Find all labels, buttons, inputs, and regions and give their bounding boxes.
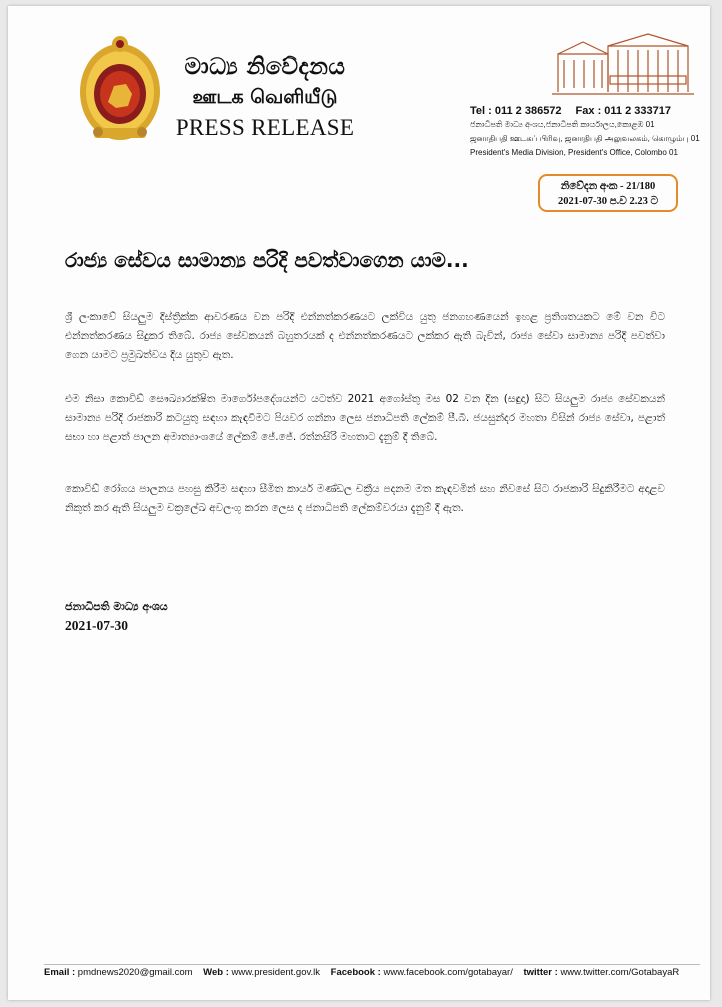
address-sinhala: ජනාධිපති මාධ්‍ය අංශය,ජනාධිපති කාර්යාලය,කොළඹ 01: [470, 120, 655, 129]
address-english: President's Media Division, President's Office, Colombo 01: [470, 148, 678, 157]
footer-facebook[interactable]: Facebook : www.facebook.com/gotabayar/: [330, 967, 513, 978]
masthead-tamil: ஊடக வெளியீடு: [192, 86, 338, 108]
footer-web[interactable]: Web : www.president.gov.lk: [203, 967, 321, 978]
phone-number: Tel : 011 2 386572: [470, 105, 562, 117]
paragraph-2: එම නිසා කොවිඩ් සෞඛ්‍යාරක්ෂිත මාර්ගෝපදේශයන්ට යටත්ව 2021 අගෝස්තු මස 02 වන දින (සඳුදා) සිට සියලුම රාජ්‍ය සේවකයන් සාමාන්‍ය පරිදි රාජකාරි කටයුතු සඳහා කැඳවීමට පියවර ගන්නා ලෙස ජනාධිපති ලේකම් පී.බී. ජයසුන්දර මහතා විසින් රාජ්‍ය සේවා, පළාත් සභා හා පළාත් පාලන අමාත්‍යාංශයේ ලේකම් ජේ.ජේ. රත්නසිරි මහතාට දැනුම් දී තිබේ.: [65, 393, 665, 443]
press-release-page: [8, 6, 710, 1000]
masthead: [170, 54, 360, 141]
release-number: නිවේදන අංක - 21/180: [560, 181, 656, 192]
reference-box: [538, 174, 678, 212]
contact-block: [470, 104, 706, 160]
fax-number: Fax : 011 2 333717: [575, 105, 671, 117]
footer-twitter[interactable]: twitter : www.twitter.com/GotabayaR: [523, 967, 680, 978]
address-tamil: ஜனாதிபதி ஊடகப் பிரிவு, ஜனாதிபதி அலுவலகம், கொழும்பு 01: [470, 134, 700, 143]
signature-date: 2021-07-30: [65, 618, 128, 633]
release-title: රාජ්‍ය සේවය සාමාන්‍ය පරිදි පවත්වාගෙන යාම...: [65, 248, 469, 272]
masthead-sinhala: මාධ්‍ය නිවේදනය: [184, 54, 346, 80]
release-datetime: 2021-07-30 ප.ව 2.23 ට: [557, 196, 659, 207]
masthead-english: PRESS RELEASE: [175, 115, 355, 140]
paragraph-3: කොවිඩ් රෝගය පාලනය පහසු කිරීම සඳහා සීමිත කාර්ය මණ්ඩල චක්‍රීය පදනම මත කැඳවමින් සහ නිවසේ සිට රාජකාරි සිදුකිරීමට අදාළව නිකුත් කර ඇති සියලුම චක්‍රලේඛ අවලංගු කරන ලෙස ද ජනාධිපති ලේකම්වරයා දැනුම් දී ඇත.: [65, 483, 665, 514]
footer-email[interactable]: Email : pmdnews2020@gmail.com: [44, 967, 193, 978]
presidential-building-illustration: [548, 24, 698, 102]
sri-lanka-emblem-logo: [74, 32, 166, 146]
footer: [44, 967, 704, 978]
footer-divider: [44, 964, 700, 965]
signature-department: ජනාධිපති මාධ්‍ය අංශය: [65, 600, 168, 613]
paragraph-1: ශ්‍රී ලංකාවේ සියලුම දිස්ත්‍රික්ක ආවරණය වන පරිදි එන්නත්කරණයට ලක්විය යුතු ජනගහණයෙන් ඉහළ ප්‍රතිශතයකට මේ වන විට එන්නත්කරණය සිදුකර තිබේ. රාජ්‍ය සේවකයන් බහුතරයක් ද එන්නත්කරණයට ලක්කර ඇති බැවින්, රාජ්‍ය සේවා සාමාන්‍ය පරිදි පවත්වා ගෙන යාමට ප්‍රමුඛත්වය දිය යුතුව ඇත.: [65, 311, 665, 361]
